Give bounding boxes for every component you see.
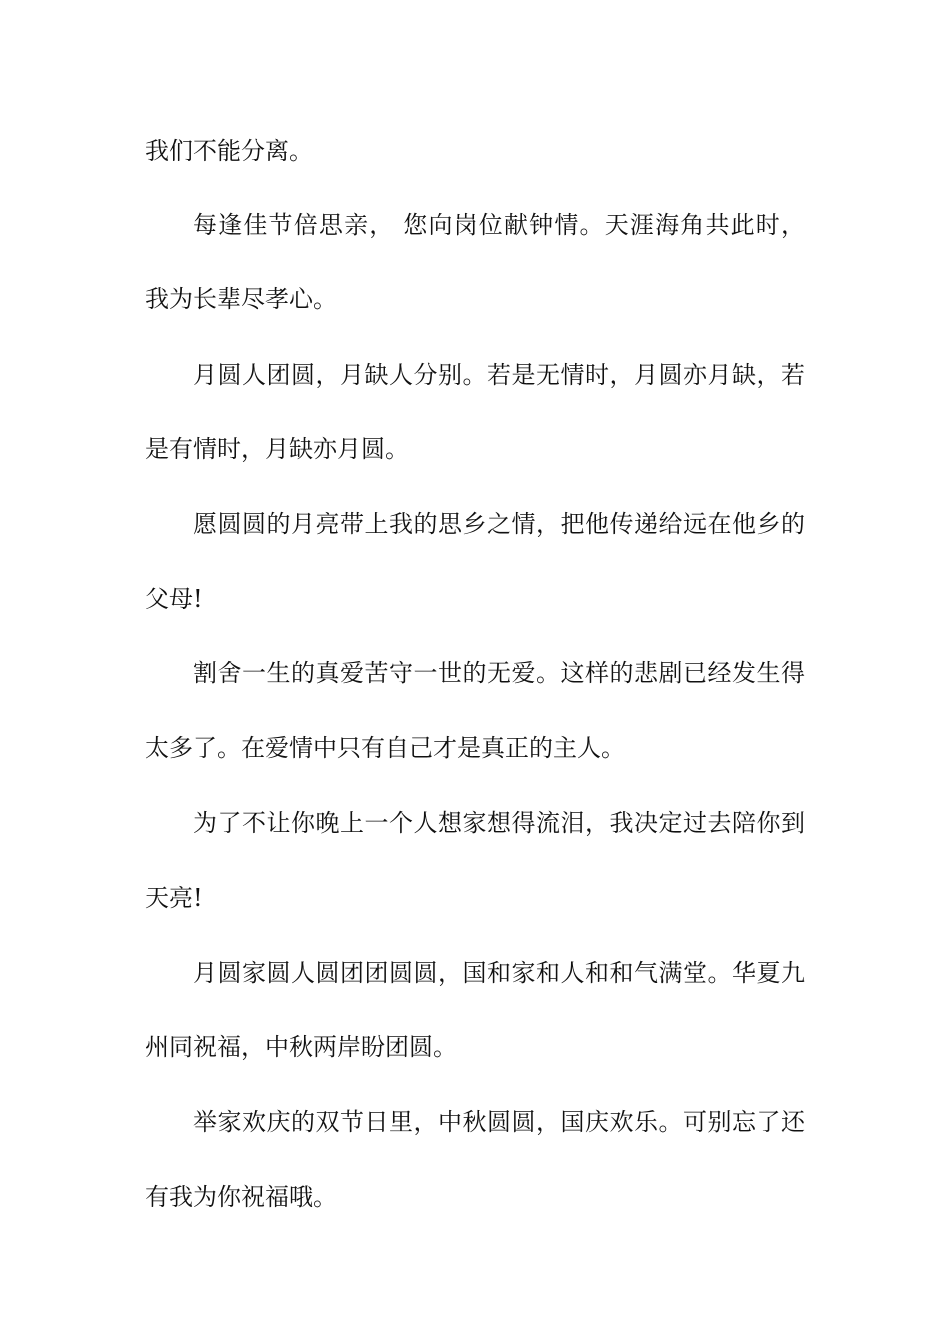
- paragraph-first-line: 为了不让你晚上一个人想家想得流泪，我决定过去陪你到: [193, 809, 805, 837]
- paragraph-first-line: 割舍一生的真爱苦守一世的无爱。这样的悲剧已经发生得: [193, 659, 805, 687]
- text-line: 父母!: [145, 585, 203, 613]
- paragraph-first-line: 举家欢庆的双节日里，中秋圆圆，国庆欢乐。可别忘了还: [193, 1108, 805, 1136]
- text-line: 我为长辈尽孝心。: [145, 285, 337, 313]
- text-line: 太多了。在爱情中只有自己才是真正的主人。: [145, 734, 625, 762]
- paragraph-first-line: 每逢佳节倍思亲， 您向岗位献钟情。天涯海角共此时，: [193, 211, 805, 239]
- paragraph-first-line: 月圆人团圆，月缺人分别。若是无情时，月圆亦月缺，若: [193, 361, 805, 389]
- paragraph-first-line: 月圆家圆人圆团团圆圆，国和家和人和和气满堂。华夏九: [193, 959, 805, 987]
- text-line: 有我为你祝福哦。: [145, 1183, 337, 1211]
- text-line: 州同祝福，中秋两岸盼团圆。: [145, 1033, 457, 1061]
- text-line: 我们不能分离。: [145, 137, 313, 165]
- paragraph-first-line: 愿圆圆的月亮带上我的思乡之情，把他传递给远在他乡的: [193, 510, 805, 538]
- text-line: 是有情时，月缺亦月圆。: [145, 435, 409, 463]
- text-line: 天亮!: [145, 884, 203, 912]
